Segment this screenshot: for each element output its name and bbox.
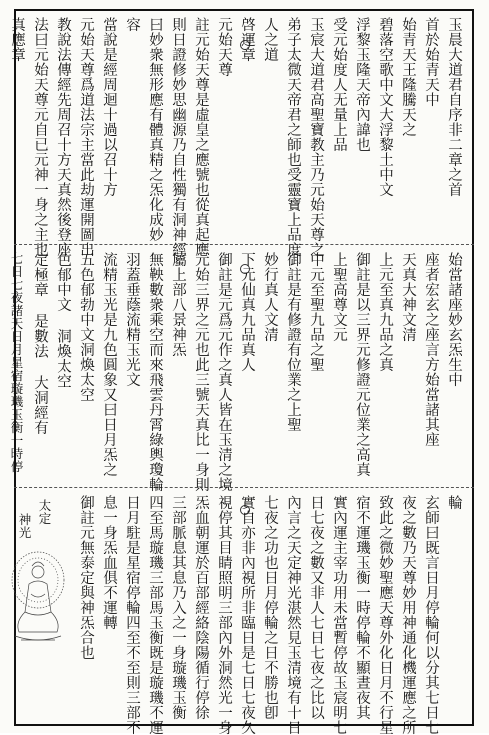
text-column: 定極章 是數法 大洞經有 (32, 252, 48, 435)
text-column: 視停其目睛照明三部內外洞然光一身 (216, 495, 232, 735)
text-column: 日七夜之數又非人七日七夜之比以 (308, 495, 324, 720)
text-column: 始當諸座妙玄炁生中 (446, 252, 462, 387)
text-column: 上聖高尊文元 (331, 252, 347, 342)
text-column: 教說法傳經先周召十方天真然後登座 (55, 17, 71, 257)
text-column: 日月駐是星宿停輪四至不至則三部不 (124, 495, 140, 735)
text-column: 元始天尊 (216, 17, 232, 77)
text-column: 曰妙衆無形應有體真精之炁化成妙 (147, 17, 163, 242)
figure-label-1: 太定 (37, 499, 52, 525)
text-column: 上元至真九品之真 (377, 252, 393, 372)
text-column: 三部脈息其息乃入之一身璇璣玉衡 (170, 495, 186, 720)
text-column: 七夜之功也日月停輪之日不勝也卽 (262, 495, 278, 720)
text-column: 七日七夜諸天日月星宿璇璣玉衡一時停 (9, 252, 24, 473)
text-column: 天真大神文清 (400, 252, 416, 342)
text-column: 元始三界之元也此三號天真比一身則 (193, 252, 209, 492)
text-column: 法曰元始天尊元自已元神一身之主也 (32, 17, 48, 257)
text-column: 下元仙真九品真人 (239, 252, 255, 372)
text-column: 首於始青天中 (423, 17, 439, 107)
text-column: 息一身炁血俱不運轉 (101, 495, 117, 630)
seated-figure-icon (5, 550, 71, 650)
text-column: 啓運章 (239, 17, 255, 62)
text-column: 玄師曰既言日月停輪何以分其七日七 (423, 495, 439, 735)
text-column: 實自亦非內視所非臨日是七日七夜久 (239, 495, 255, 735)
text-column: 浮黎玉隆天帝內諱也 (354, 17, 370, 152)
text-column: 宿不運璣玉衡一時停輪不顯晝夜其 (354, 495, 370, 720)
text-panel-2 (9, 246, 472, 492)
text-column: 四至馬璇璣三部馬玉衡既是璇璣不運 (147, 495, 163, 735)
text-column: 色郁中文 洞煥太空 (55, 252, 71, 389)
text-panel-1 (9, 11, 472, 257)
panel-divider-2 (14, 487, 474, 488)
text-column: 御註是有修證有位業之上聖 (285, 252, 301, 432)
text-column: 弟子太微天帝君之師也受靈寶上品度 (285, 17, 301, 257)
text-column: 御註元無泰定與神炁合也 (78, 495, 94, 660)
text-column: 羽蓋垂蔭流精玉光文 (124, 252, 140, 387)
text-column: 註元始天尊是虛皇之應號也從真起應 (193, 17, 209, 257)
text-column: 流精玉光是九色圓象又曰日月炁之 (101, 252, 117, 477)
text-column: 碧落空歌中文大浮黎土中文 (377, 17, 393, 197)
text-column: 御註是以三界元修證元位業之高真 (354, 252, 370, 477)
text-column: 人之道 (262, 17, 278, 62)
text-column: 座者宏玄之座言方始當諸其座 (423, 252, 439, 447)
text-panel-3 (16, 489, 472, 735)
text-column: 中元至聖九品之聖 (308, 252, 324, 372)
text-column: 實內運主宰功用未當暫停故玉宸明七 (331, 495, 347, 735)
text-column: 妙行真人文清 (262, 252, 278, 342)
text-column: 始青天王隆騰天之 (400, 17, 416, 137)
text-column: 無鞅數衆乘空而來飛雲丹霄綠輿瓊輪 (147, 252, 163, 492)
text-column: 致此之微妙聖應天尊外化日月不行星 (377, 495, 393, 735)
deity-illustration (3, 495, 73, 718)
text-column: 御註是元爲元作之真人皆在玉清之境 (216, 252, 232, 492)
text-column: 元始天尊爲道法宗主當此劫運開圖出 (78, 17, 94, 257)
text-column: 炁血朝運於百部經絡陰陽循行停徐 (193, 495, 209, 720)
text-column: 受元始度人无量上品 (331, 17, 347, 152)
text-column: 玉晨大道君自序非二章之首 (446, 17, 462, 197)
text-column: 輪 (446, 495, 462, 510)
text-column: 當說是經周迴十過以召十方 (101, 17, 117, 197)
text-column: 真應章 (9, 17, 25, 62)
text-column: 玉宸大道君高聖寶教主乃元始天尊之 (308, 17, 324, 257)
text-column: 內言之天定神光湛然見玉清境有十日 (285, 495, 301, 735)
text-column: 五色郁勃中文洞煥太空 (78, 252, 94, 402)
text-column: 屬上部八景神炁 (170, 252, 186, 357)
figure-label-2: 神光 (17, 513, 32, 539)
text-column: 夜之數乃天尊妙用神通化機運應之所 (400, 495, 416, 735)
text-column: 容 (124, 17, 140, 32)
text-column: 則日證修妙思幽源乃自性獨有洞神經 (170, 17, 186, 257)
